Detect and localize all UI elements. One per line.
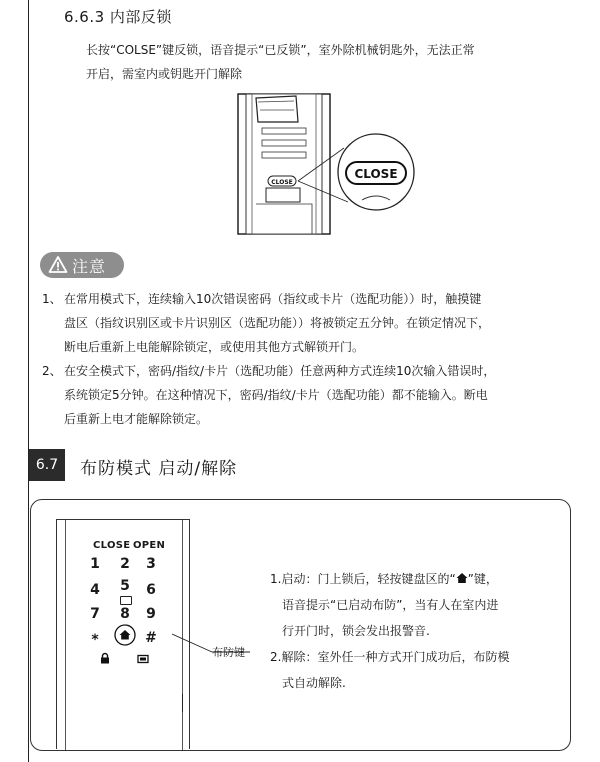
step-1-line-3: 行开门时，锁会发出报警音. xyxy=(282,624,430,638)
step-2-line-1: 2.解除：室外任一种方式开门成功后，布防模 xyxy=(270,650,510,664)
key-6: 6 xyxy=(146,582,156,598)
intro-line-2: 开启，需室内或钥匙开门解除 xyxy=(86,67,243,81)
key-4: 4 xyxy=(90,582,100,598)
notice-item-line: 后重新上电才能解除锁定。 xyxy=(64,412,209,426)
key-hash: # xyxy=(145,630,157,646)
step-1-line-1 xyxy=(270,566,570,592)
keypad-open-label: OPEN xyxy=(133,540,166,551)
key-3: 3 xyxy=(146,556,156,572)
keypad-edge-mark xyxy=(182,694,183,712)
card-icon xyxy=(137,654,149,664)
home-arm-key-icon xyxy=(114,624,136,646)
section-6-6-3-intro xyxy=(86,38,576,86)
notice-item-line: 盘区（指纹识别区或卡片识别区（选配功能））将被锁定五分钟。在锁定情况下， xyxy=(64,316,491,330)
lock-icon xyxy=(99,652,111,664)
keypad-close-label: CLOSE xyxy=(93,540,131,551)
notice-banner xyxy=(40,252,124,278)
close-label-large: CLOSE xyxy=(354,167,398,181)
section-6-7-number: 6.7 xyxy=(29,449,65,481)
key-5-mark-icon xyxy=(120,596,132,605)
warning-icon xyxy=(48,255,68,274)
notice-title: 注意 xyxy=(72,257,107,276)
notice-item-line: 系统锁定5分钟。在这种情况下，密码/指纹/卡片（选配功能）都不能输入。断电 xyxy=(64,388,488,402)
notice-item-2 xyxy=(42,359,582,431)
notice-item-line: 在安全模式下，密码/指纹/卡片（选配功能）任意两种方式连续10次输入错误时， xyxy=(64,364,496,378)
key-8: 8 xyxy=(120,606,130,622)
intro-line-1: 长按“COLSE”键反锁，语音提示“已反锁”，室外除机械钥匙外，无法正常 xyxy=(86,43,475,57)
notice-item-line: 在常用模式下，连续输入10次错误密码（指纹或卡片（选配功能））时，触摸键 xyxy=(64,292,482,306)
close-label-small: CLOSE xyxy=(271,179,293,186)
key-9: 9 xyxy=(146,606,156,622)
inner-lock-drawing xyxy=(236,92,436,242)
key-5: 5 xyxy=(120,578,130,594)
section-6-7-title: 布防模式 启动/解除 xyxy=(80,459,238,479)
key-star: * xyxy=(91,632,99,648)
page-left-rule xyxy=(28,0,29,762)
section-6-6-3-title: 6.6.3 内部反锁 xyxy=(64,8,172,26)
home-key-inline-icon xyxy=(456,572,468,584)
step-1-text: 1.启动：门上锁后，轻按键盘区的“ xyxy=(270,572,456,586)
notice-item-line: 断电后重新上电能解除锁定，或使用其他方式解锁开门。 xyxy=(64,340,365,354)
notice-item-number: 1、 xyxy=(42,292,62,306)
arm-key-callout-label: 布防键 xyxy=(212,646,245,659)
key-1: 1 xyxy=(90,556,100,572)
step-1-line-2: 语音提示“已启动布防”，当有人在室内进 xyxy=(282,598,499,612)
notice-item-1 xyxy=(42,287,582,359)
key-2: 2 xyxy=(120,556,130,572)
step-2-line-2: 式自动解除. xyxy=(282,676,346,690)
step-1-text-end: ”键， xyxy=(467,572,498,586)
notice-item-number: 2、 xyxy=(42,364,62,378)
inner-lock-illustration xyxy=(236,92,436,246)
key-7: 7 xyxy=(90,606,100,622)
